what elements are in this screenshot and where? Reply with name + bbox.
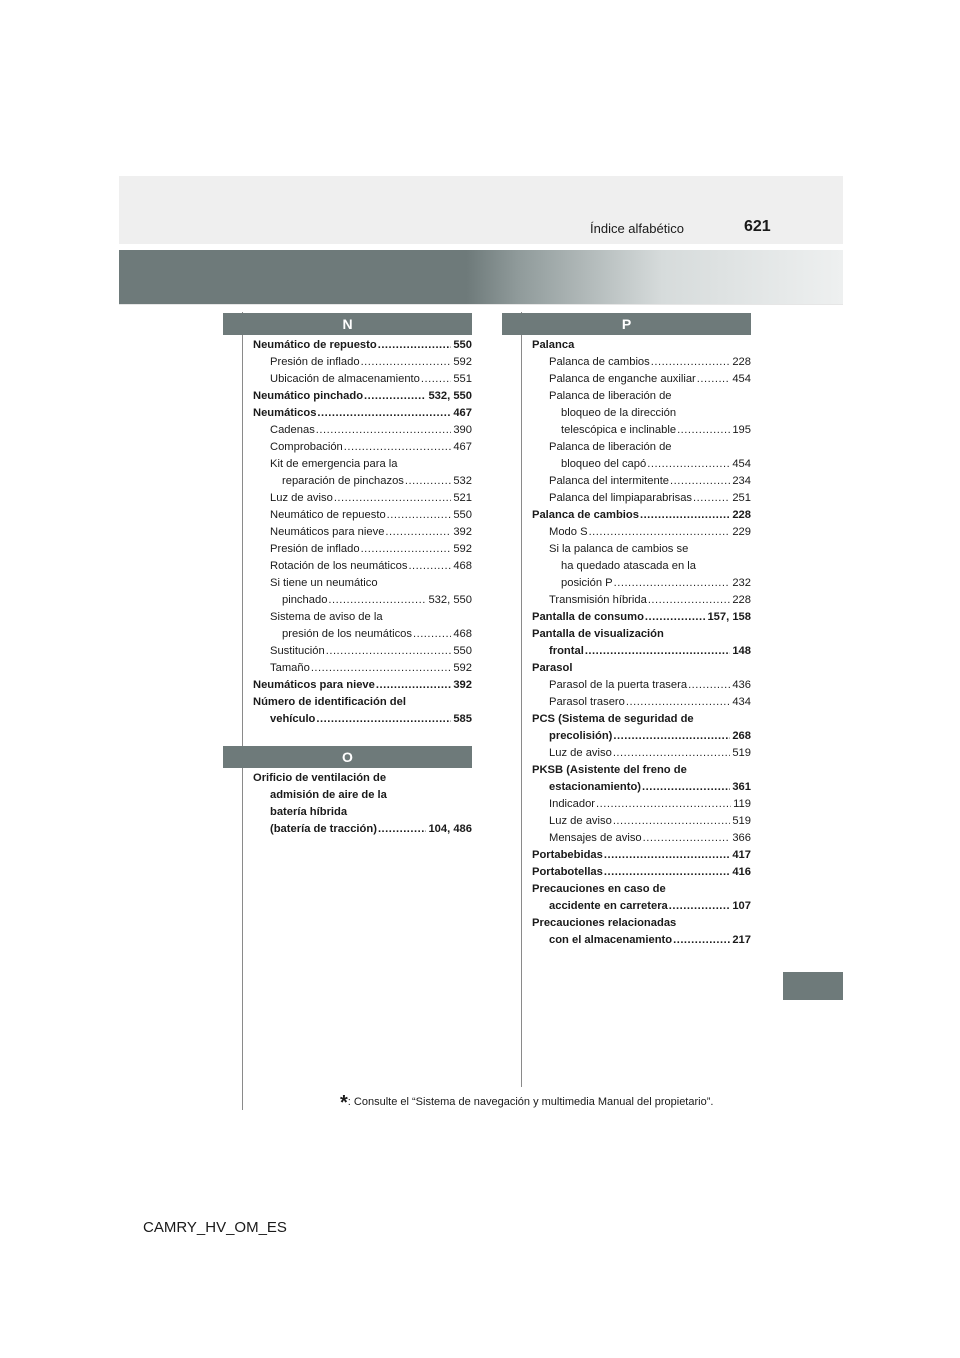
dot-leader: [596, 796, 731, 813]
index-entry-page: 361: [732, 781, 751, 793]
footnote-text: : Consulte el “Sistema de navegación y multimedia Manual del propietario”.: [347, 1096, 714, 1108]
index-entry: [532, 728, 751, 745]
index-entry: [253, 337, 472, 354]
dot-leader: [376, 677, 451, 694]
footnote: [340, 1092, 713, 1115]
dot-leader: [614, 575, 731, 592]
middle-column-rule: [521, 312, 522, 1087]
index-entry-text: Rotación de los neumáticos: [270, 560, 408, 572]
index-entry-page: 468: [453, 628, 472, 640]
index-entry: [253, 507, 472, 524]
dot-leader: [604, 847, 730, 864]
index-entry: [532, 592, 751, 609]
dot-leader: [361, 541, 452, 558]
index-entry-text: Pantalla de consumo: [532, 611, 644, 623]
index-entry-page: 217: [732, 934, 751, 946]
dot-leader: [613, 728, 730, 745]
index-entry-text: Portabotellas: [532, 866, 603, 878]
index-entry: Kit de emergencia para la: [270, 458, 398, 470]
dot-leader: [316, 422, 452, 439]
index-entry: [532, 677, 751, 694]
index-entry: [532, 796, 751, 813]
index-entry-page: 228: [732, 356, 751, 368]
index-entry: Precauciones en caso de: [532, 883, 666, 895]
index-entry-page: 232: [732, 577, 751, 589]
index-entry: [253, 592, 472, 609]
index-entry-page: 532, 550: [428, 594, 472, 606]
index-entry-page: 550: [453, 339, 472, 351]
index-entry: [253, 541, 472, 558]
index-entry: ha quedado atascada en la: [561, 560, 696, 572]
index-entry-text: Palanca de enganche auxiliar: [549, 373, 696, 385]
header-gradient-bar: [119, 250, 843, 304]
index-entry: [253, 660, 472, 677]
dot-leader: [344, 439, 452, 456]
dot-leader: [645, 609, 706, 626]
dot-leader: [421, 371, 451, 388]
index-entry-text: Palanca de cambios: [549, 356, 650, 368]
index-entry-page: 550: [453, 509, 472, 521]
index-entry-page: 234: [732, 475, 751, 487]
dot-leader: [311, 660, 452, 677]
index-entry: [253, 821, 472, 838]
index-entry-page: 148: [732, 645, 751, 657]
index-entry-text: Neumáticos para nieve: [253, 679, 375, 691]
dot-leader: [697, 371, 731, 388]
index-entry-text: Sustitución: [270, 645, 325, 657]
index-entry-page: 119: [733, 798, 751, 810]
index-entry-page: 454: [732, 373, 751, 385]
index-entry: Parasol: [532, 662, 573, 674]
dot-leader: [651, 354, 731, 371]
index-entry-page: 268: [732, 730, 751, 742]
index-entry-page: 519: [732, 815, 751, 827]
dot-leader: [328, 592, 426, 609]
index-entry: [253, 677, 472, 694]
index-entry-page: 416: [732, 866, 751, 878]
index-entry: [253, 558, 472, 575]
index-entry-page: 592: [453, 543, 472, 555]
dot-leader: [405, 473, 451, 490]
index-entry: [532, 609, 751, 626]
dot-leader: [589, 524, 731, 541]
index-entry-page: 228: [732, 594, 751, 606]
index-entry: [253, 524, 472, 541]
index-entry-page: 467: [453, 407, 472, 419]
index-entry: Palanca de liberación de: [549, 390, 672, 402]
dot-leader: [688, 677, 730, 694]
index-entry-text: estacionamiento): [549, 781, 642, 793]
index-entry-text: Mensajes de aviso: [549, 832, 642, 844]
left-column-rule: [242, 312, 243, 1110]
index-column-p: [532, 337, 751, 949]
index-entry-text: Modo S: [549, 526, 588, 538]
index-entry: [253, 643, 472, 660]
index-entry-page: 436: [732, 679, 751, 691]
index-entry-page: 550: [453, 645, 472, 657]
dot-leader: [408, 558, 451, 575]
index-entry-page: 366: [732, 832, 751, 844]
index-entry: [532, 847, 751, 864]
index-column-o: [253, 770, 472, 838]
index-entry-text: Neumáticos: [253, 407, 317, 419]
index-entry-text: bloqueo del capó: [561, 458, 647, 470]
dot-leader: [413, 626, 451, 643]
index-entry-text: Luz de aviso: [549, 747, 612, 759]
index-entry-text: accidente en carretera: [549, 900, 668, 912]
index-entry-page: 519: [732, 747, 751, 759]
index-entry-text: Comprobación: [270, 441, 343, 453]
index-entry-page: 592: [453, 356, 472, 368]
index-entry-text: Presión de inflado: [270, 356, 360, 368]
index-entry-text: posición P: [561, 577, 613, 589]
index-entry: [532, 830, 751, 847]
index-entry: [253, 626, 472, 643]
index-entry: PCS (Sistema de seguridad de: [532, 713, 694, 725]
dot-leader: [316, 711, 451, 728]
index-entry-text: Neumático pinchado: [253, 390, 364, 402]
letter-band-n: N: [223, 313, 472, 335]
index-entry: [532, 422, 751, 439]
dot-leader: [361, 354, 452, 371]
index-entry: [532, 473, 751, 490]
index-entry-text: pinchado: [282, 594, 328, 606]
index-entry-page: 392: [453, 526, 472, 538]
index-entry-text: Presión de inflado: [270, 543, 360, 555]
index-entry-text: Palanca de cambios: [532, 509, 639, 521]
index-column-n: [253, 337, 472, 728]
index-entry: batería híbrida: [270, 806, 348, 818]
index-entry-text: Palanca del limpiaparabrisas: [549, 492, 693, 504]
index-entry-text: Parasol trasero: [549, 696, 625, 708]
dot-leader: [669, 898, 731, 915]
header-rule: [119, 304, 843, 305]
dot-leader: [378, 821, 427, 838]
dot-leader: [640, 507, 730, 524]
dot-leader: [642, 779, 730, 796]
index-entry: Palanca: [532, 339, 575, 351]
footnote-star: *: [340, 1092, 348, 1114]
index-entry-text: Cadenas: [270, 424, 315, 436]
dot-leader: [613, 745, 731, 762]
index-entry: Si tiene un neumático: [270, 577, 378, 589]
index-entry-page: 521: [453, 492, 472, 504]
index-entry-page: 434: [732, 696, 751, 708]
section-title: Índice alfabético: [590, 221, 684, 236]
dot-leader: [648, 592, 731, 609]
index-entry-text: Palanca del intermitente: [549, 475, 670, 487]
index-entry: [532, 932, 751, 949]
index-entry-text: presión de los neumáticos: [282, 628, 412, 640]
index-entry: admisión de aire de la: [270, 789, 387, 801]
index-entry: [532, 371, 751, 388]
index-entry: [532, 524, 751, 541]
index-entry-text: Tamaño: [270, 662, 310, 674]
index-entry: [532, 490, 751, 507]
index-entry-page: 551: [453, 373, 472, 385]
index-entry-text: Neumático de repuesto: [270, 509, 386, 521]
dot-leader: [670, 473, 730, 490]
index-entry-text: Transmisión híbrida: [549, 594, 647, 606]
index-entry-text: reparación de pinchazos: [282, 475, 404, 487]
index-entry: [253, 388, 472, 405]
index-entry-text: vehículo: [270, 713, 316, 725]
index-entry: Si la palanca de cambios se: [549, 543, 689, 555]
dot-leader: [378, 337, 452, 354]
page-number: 621: [744, 218, 771, 235]
index-entry-text: frontal: [549, 645, 584, 657]
index-entry-page: 229: [732, 526, 751, 538]
dot-leader: [387, 507, 452, 524]
chapter-tab-marker: [783, 972, 843, 1000]
index-entry: PKSB (Asistente del freno de: [532, 764, 687, 776]
index-entry: Pantalla de visualización: [532, 628, 664, 640]
index-entry: [532, 575, 751, 592]
index-entry-text: Luz de aviso: [549, 815, 612, 827]
index-entry: [253, 422, 472, 439]
dot-leader: [385, 524, 451, 541]
index-entry: [532, 354, 751, 371]
index-entry: Precauciones relacionadas: [532, 917, 677, 929]
index-entry-page: 107: [732, 900, 751, 912]
index-entry-page: 454: [732, 458, 751, 470]
index-entry-text: Parasol de la puerta trasera: [549, 679, 688, 691]
index-entry-page: 228: [732, 509, 751, 521]
index-entry: [532, 507, 751, 524]
dot-leader: [626, 694, 730, 711]
index-entry: [532, 898, 751, 915]
dot-leader: [364, 388, 426, 405]
index-entry: [532, 694, 751, 711]
index-entry: [532, 864, 751, 881]
index-entry-text: Neumáticos para nieve: [270, 526, 385, 538]
index-entry: [253, 371, 472, 388]
letter-band-p: P: [502, 313, 751, 335]
index-entry: [253, 354, 472, 371]
index-entry-text: Neumático de repuesto: [253, 339, 377, 351]
dot-leader: [326, 643, 452, 660]
index-entry-text: Portabebidas: [532, 849, 603, 861]
index-entry-page: 104, 486: [428, 823, 472, 835]
index-entry: Número de identificación del: [253, 696, 406, 708]
index-entry-page: 532: [453, 475, 472, 487]
dot-leader: [677, 422, 730, 439]
index-entry: [253, 439, 472, 456]
index-entry: Orificio de ventilación de: [253, 772, 387, 784]
index-entry-page: 585: [453, 713, 472, 725]
index-entry: [532, 813, 751, 830]
index-entry-page: 195: [732, 424, 751, 436]
index-entry: [532, 779, 751, 796]
index-entry: [253, 405, 472, 422]
index-entry-page: 467: [453, 441, 472, 453]
dot-leader: [317, 405, 451, 422]
index-entry-text: telescópica e inclinable: [561, 424, 677, 436]
dot-leader: [334, 490, 452, 507]
document-code: CAMRY_HV_OM_ES: [143, 1219, 287, 1236]
index-entry-page: 532, 550: [428, 390, 472, 402]
index-entry-text: precolisión): [549, 730, 613, 742]
dot-leader: [673, 932, 730, 949]
index-entry-text: (batería de tracción): [270, 823, 377, 835]
index-entry: [532, 643, 751, 660]
index-entry-page: 592: [453, 662, 472, 674]
index-entry: bloqueo de la dirección: [561, 407, 677, 419]
header-band: [119, 176, 843, 244]
dot-leader: [643, 830, 731, 847]
letter-band-o: O: [223, 746, 472, 768]
dot-leader: [604, 864, 730, 881]
index-entry: Sistema de aviso de la: [270, 611, 383, 623]
index-entry-text: con el almacenamiento: [549, 934, 673, 946]
index-entry-page: 417: [732, 849, 751, 861]
index-entry-text: Indicador: [549, 798, 596, 810]
index-entry: [253, 473, 472, 490]
dot-leader: [585, 643, 731, 660]
index-entry-text: Ubicación de almacenamiento: [270, 373, 420, 385]
index-entry-page: 390: [453, 424, 472, 436]
index-entry-page: 251: [732, 492, 751, 504]
dot-leader: [693, 490, 730, 507]
index-entry: [253, 490, 472, 507]
index-entry-page: 157, 158: [707, 611, 751, 623]
index-entry: [532, 745, 751, 762]
index-entry-text: Luz de aviso: [270, 492, 333, 504]
index-entry-page: 468: [453, 560, 472, 572]
dot-leader: [613, 813, 731, 830]
index-entry: [532, 456, 751, 473]
index-entry-page: 392: [453, 679, 472, 691]
index-entry: [253, 711, 472, 728]
dot-leader: [647, 456, 730, 473]
index-entry: Palanca de liberación de: [549, 441, 672, 453]
